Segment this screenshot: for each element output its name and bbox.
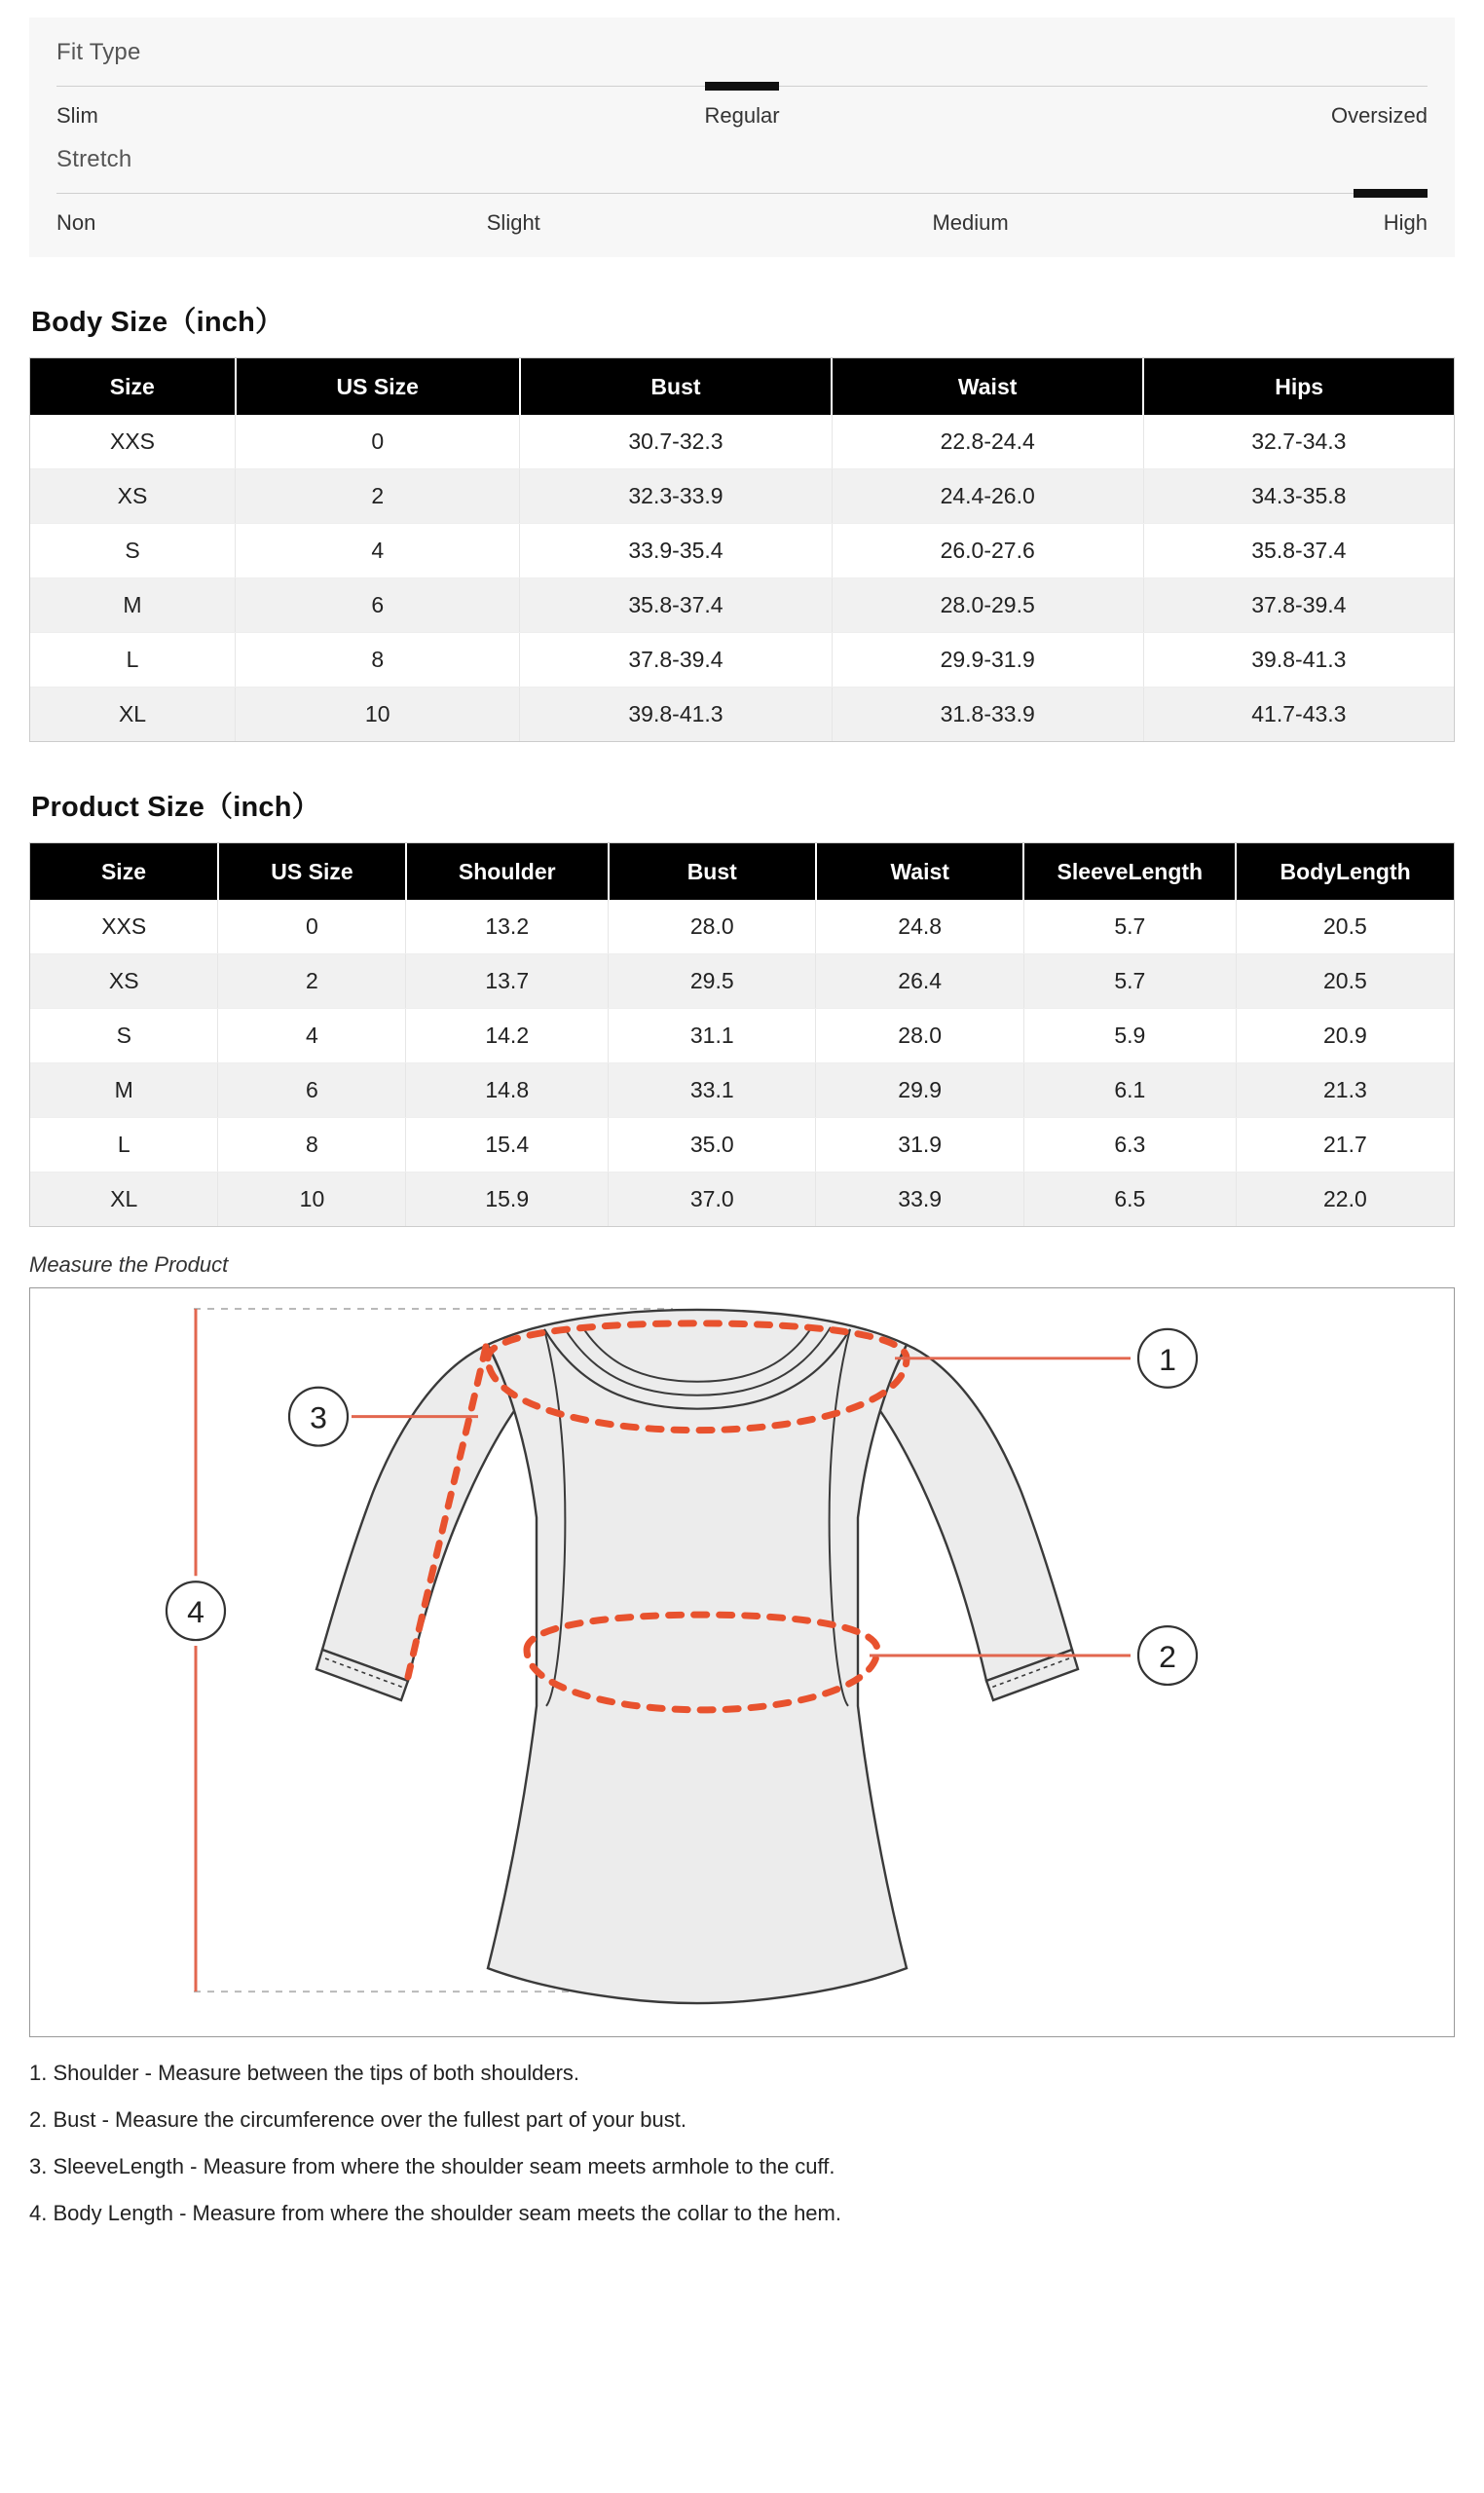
column-header: Size (30, 358, 236, 415)
measure-note: 3. SleeveLength - Measure from where the shoulder seam meets armhole to the cuff. (29, 2154, 835, 2179)
callout-3-label: 3 (310, 1400, 327, 1436)
product-size-table-body (30, 900, 1454, 1226)
table-cell: 10 (218, 1172, 406, 1227)
table-cell: 6.1 (1023, 1063, 1236, 1118)
table-row (30, 1118, 1454, 1172)
table-cell: L (30, 1118, 218, 1172)
table-cell: 21.7 (1236, 1118, 1454, 1172)
table-cell: 5.7 (1023, 900, 1236, 954)
table-cell: 20.5 (1236, 954, 1454, 1009)
table-cell: 24.4-26.0 (832, 469, 1143, 524)
garment-measure-diagram (29, 1287, 1455, 2037)
fit-type-labels (56, 103, 1428, 136)
table-cell: 28.0 (816, 1009, 1023, 1063)
table-cell: 37.8-39.4 (1143, 578, 1454, 633)
table-cell: M (30, 1063, 218, 1118)
table-cell: 39.8-41.3 (520, 688, 832, 742)
table-cell: 31.8-33.9 (832, 688, 1143, 742)
table-cell: XL (30, 1172, 218, 1227)
table-cell: 6.5 (1023, 1172, 1236, 1227)
table-cell: 6 (236, 578, 520, 633)
stretch-slider[interactable] (56, 193, 1428, 199)
table-cell: 37.0 (609, 1172, 816, 1227)
callout-3 (289, 1388, 348, 1446)
table-row (30, 415, 1454, 469)
table-cell: 29.5 (609, 954, 816, 1009)
table-row (30, 1009, 1454, 1063)
column-header: Waist (816, 843, 1023, 900)
body-size-table-body (30, 415, 1454, 741)
table-cell: 28.0 (609, 900, 816, 954)
table-cell: 28.0-29.5 (832, 578, 1143, 633)
fit-type-label-regular: Regular (704, 103, 780, 128)
stretch-label-medium: Medium (932, 210, 1009, 235)
table-cell: 26.4 (816, 954, 1023, 1009)
table-cell: 5.9 (1023, 1009, 1236, 1063)
table-cell: XXS (30, 415, 236, 469)
table-cell: 39.8-41.3 (1143, 633, 1454, 688)
table-cell: 32.7-34.3 (1143, 415, 1454, 469)
measure-notes-list (29, 2063, 1455, 2224)
measure-note: 1. Shoulder - Measure between the tips of both shoulders. (29, 2061, 580, 2086)
table-cell: M (30, 578, 236, 633)
measure-note: 4. Body Length - Measure from where the shoulder seam meets the collar to the hem. (29, 2201, 841, 2226)
table-cell: 35.0 (609, 1118, 816, 1172)
table-cell: 14.8 (406, 1063, 609, 1118)
callout-4 (167, 1582, 225, 1641)
fit-type-label-slim: Slim (56, 103, 98, 128)
right-sleeve (877, 1345, 1072, 1681)
table-row (30, 1063, 1454, 1118)
table-cell: 33.9-35.4 (520, 524, 832, 578)
table-cell: 22.8-24.4 (832, 415, 1143, 469)
table-row (30, 688, 1454, 742)
table-cell: XXS (30, 900, 218, 954)
table-cell: 24.8 (816, 900, 1023, 954)
table-cell: 8 (218, 1118, 406, 1172)
column-header: Waist (832, 358, 1143, 415)
garment-diagram-svg (30, 1288, 1454, 2036)
table-cell: 30.7-32.3 (520, 415, 832, 469)
table-header-row (30, 843, 1454, 900)
table-cell: 2 (236, 469, 520, 524)
callout-1-label: 1 (1159, 1342, 1176, 1378)
table-cell: 8 (236, 633, 520, 688)
table-cell: 10 (236, 688, 520, 742)
table-cell: 4 (218, 1009, 406, 1063)
stretch-labels (56, 210, 1428, 243)
body-size-heading: Body Size（inch） (31, 307, 284, 338)
table-row (30, 954, 1454, 1009)
table-cell: 26.0-27.6 (832, 524, 1143, 578)
table-cell: 13.2 (406, 900, 609, 954)
stretch-label-slight: Slight (486, 210, 540, 235)
table-cell: 0 (218, 900, 406, 954)
fit-type-slider[interactable] (56, 86, 1428, 92)
fit-type-title: Fit Type (56, 39, 141, 65)
fit-type-block (56, 39, 1428, 136)
table-cell: XS (30, 469, 236, 524)
table-cell: 20.5 (1236, 900, 1454, 954)
table-cell: 4 (236, 524, 520, 578)
column-header: US Size (236, 358, 520, 415)
column-header: Hips (1143, 358, 1454, 415)
table-cell: 20.9 (1236, 1009, 1454, 1063)
table-cell: 15.9 (406, 1172, 609, 1227)
body-size-table-wrap (29, 357, 1455, 742)
column-header: US Size (218, 843, 406, 900)
callout-2-label: 2 (1159, 1639, 1176, 1675)
product-size-heading: Product Size（inch） (31, 792, 320, 824)
table-cell: L (30, 633, 236, 688)
table-cell: 32.3-33.9 (520, 469, 832, 524)
table-row (30, 633, 1454, 688)
stretch-slider-marker[interactable] (1354, 189, 1428, 198)
column-header: SleeveLength (1023, 843, 1236, 900)
stretch-title: Stretch (56, 146, 132, 172)
table-cell: 35.8-37.4 (1143, 524, 1454, 578)
callout-4-label: 4 (187, 1594, 204, 1630)
table-cell: 14.2 (406, 1009, 609, 1063)
table-cell: 31.9 (816, 1118, 1023, 1172)
table-row (30, 900, 1454, 954)
table-cell: 15.4 (406, 1118, 609, 1172)
fit-type-slider-marker[interactable] (705, 82, 779, 91)
measure-note: 2. Bust - Measure the circumference over the fullest part of your bust. (29, 2107, 686, 2133)
table-cell: 6.3 (1023, 1118, 1236, 1172)
table-cell: 35.8-37.4 (520, 578, 832, 633)
measure-caption: Measure the Product (29, 1252, 229, 1278)
table-cell: 0 (236, 415, 520, 469)
table-cell: 29.9 (816, 1063, 1023, 1118)
table-cell: 41.7-43.3 (1143, 688, 1454, 742)
stretch-block (56, 146, 1428, 243)
table-cell: 5.7 (1023, 954, 1236, 1009)
table-cell: 33.1 (609, 1063, 816, 1118)
size-guide-page (0, 18, 1484, 2224)
table-cell: 2 (218, 954, 406, 1009)
table-cell: 37.8-39.4 (520, 633, 832, 688)
table-cell: XS (30, 954, 218, 1009)
fit-panel (29, 18, 1455, 257)
callout-1 (1138, 1329, 1197, 1388)
table-cell: 31.1 (609, 1009, 816, 1063)
table-cell: 21.3 (1236, 1063, 1454, 1118)
column-header: Bust (609, 843, 816, 900)
stretch-label-high: High (1383, 210, 1428, 235)
table-row (30, 1172, 1454, 1227)
column-header: Bust (520, 358, 832, 415)
table-cell: 29.9-31.9 (832, 633, 1143, 688)
table-cell: 6 (218, 1063, 406, 1118)
table-cell: S (30, 524, 236, 578)
table-row (30, 469, 1454, 524)
table-cell: 22.0 (1236, 1172, 1454, 1227)
table-header-row (30, 358, 1454, 415)
column-header: Shoulder (406, 843, 609, 900)
table-cell: S (30, 1009, 218, 1063)
table-row (30, 524, 1454, 578)
fit-type-label-oversized: Oversized (1330, 103, 1428, 128)
table-cell: 34.3-35.8 (1143, 469, 1454, 524)
callout-2 (1138, 1627, 1197, 1686)
column-header: Size (30, 843, 218, 900)
table-cell: XL (30, 688, 236, 742)
product-size-table (30, 843, 1454, 1226)
table-cell: 33.9 (816, 1172, 1023, 1227)
product-size-table-wrap (29, 842, 1455, 1227)
column-header: BodyLength (1236, 843, 1454, 900)
table-row (30, 578, 1454, 633)
body-size-table (30, 358, 1454, 741)
stretch-label-non: Non (56, 210, 96, 235)
table-cell: 13.7 (406, 954, 609, 1009)
